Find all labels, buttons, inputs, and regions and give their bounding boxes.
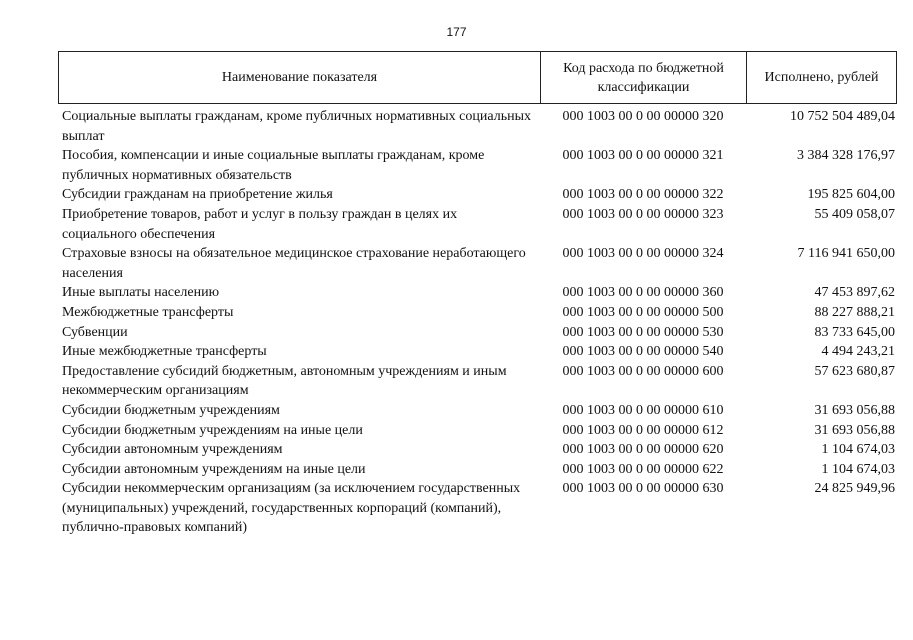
row-code: 000 1003 00 0 00 00000 600	[562, 363, 724, 379]
row-code: 000 1003 00 0 00 00000 500	[562, 304, 724, 320]
row-name: Иные выплаты населению	[62, 285, 220, 301]
table-row	[62, 342, 897, 362]
row-value: 4 494 243,21	[821, 344, 895, 360]
header-name: Наименование показателя	[59, 52, 541, 103]
row-code: 000 1003 00 0 00 00000 321	[562, 148, 724, 164]
row-value: 88 227 888,21	[814, 304, 895, 320]
row-name: Приобретение товаров, работ и услуг в пользу граждан в целях их социального обеспечения	[62, 206, 458, 242]
table-row	[62, 479, 897, 538]
row-name: Субсидии гражданам на приобретение жилья	[62, 187, 333, 203]
row-code: 000 1003 00 0 00 00000 610	[562, 402, 724, 418]
row-code: 000 1003 00 0 00 00000 360	[562, 285, 724, 301]
row-name: Субсидии бюджетным учреждениям	[62, 402, 280, 418]
row-value: 47 453 897,62	[814, 285, 895, 301]
table-row	[62, 401, 897, 421]
row-name: Субсидии бюджетным учреждениям на иные цели	[62, 422, 363, 438]
row-code: 000 1003 00 0 00 00000 324	[562, 246, 724, 262]
row-name: Пособия, компенсации и иные социальные выплаты гражданам, кроме публичных нормативных обязательств	[62, 148, 485, 183]
table-row	[62, 244, 897, 283]
table-row	[62, 146, 897, 185]
row-name: Предоставление субсидий бюджетным, автономным учреждениям и иным некоммерческим организациям	[62, 363, 507, 399]
row-code: 000 1003 00 0 00 00000 323	[562, 206, 724, 222]
table-row	[62, 460, 897, 480]
row-value: 7 116 941 650,00	[797, 246, 895, 262]
row-value: 83 733 645,00	[814, 324, 895, 340]
table-header	[58, 51, 897, 104]
table-row	[62, 283, 897, 303]
table-row	[62, 440, 897, 460]
table-row	[62, 303, 897, 323]
row-name: Социальные выплаты гражданам, кроме публичных нормативных социальных выплат	[62, 109, 531, 144]
row-value: 31 693 056,88	[814, 402, 895, 418]
row-name: Страховые взносы на обязательное медицинское страхование неработающего населения	[62, 246, 526, 281]
row-value: 31 693 056,88	[814, 422, 895, 438]
row-code: 000 1003 00 0 00 00000 620	[562, 442, 724, 458]
row-name: Иные межбюджетные трансферты	[62, 344, 267, 360]
row-value: 55 409 058,07	[814, 206, 895, 222]
table-body	[62, 107, 897, 538]
row-value: 1 104 674,03	[821, 442, 895, 458]
header-value: Исполнено, рублей	[764, 70, 879, 85]
row-name: Субсидии некоммерческим организациям (за исключением государственных (муниципальных) учреждений, государственных корпораций (компаний), публично-правовых компаний)	[62, 481, 521, 536]
row-name: Субвенции	[62, 324, 128, 340]
row-code: 000 1003 00 0 00 00000 530	[562, 324, 724, 340]
header-code: Код расхода по бюджетной классификации	[541, 52, 747, 103]
table-row	[62, 205, 897, 244]
table-row	[62, 421, 897, 441]
table-row	[62, 185, 897, 205]
page-number: 177	[446, 25, 467, 39]
row-value: 57 623 680,87	[814, 363, 895, 379]
row-code: 000 1003 00 0 00 00000 320	[562, 109, 724, 124]
row-name: Субсидии автономным учреждениям	[62, 442, 283, 458]
row-code: 000 1003 00 0 00 00000 622	[562, 461, 724, 477]
table-row	[62, 107, 897, 146]
row-name: Субсидии автономным учреждениям на иные цели	[62, 461, 366, 477]
row-code: 000 1003 00 0 00 00000 540	[562, 344, 724, 360]
row-code: 000 1003 00 0 00 00000 630	[562, 481, 724, 497]
row-value: 195 825 604,00	[807, 187, 895, 203]
row-value: 1 104 674,03	[821, 461, 895, 477]
row-value: 10 752 504 489,04	[790, 109, 895, 124]
row-value: 3 384 328 176,97	[797, 148, 895, 164]
row-name: Межбюджетные трансферты	[62, 304, 234, 320]
row-code: 000 1003 00 0 00 00000 612	[562, 422, 724, 438]
row-code: 000 1003 00 0 00 00000 322	[562, 187, 724, 203]
table-row	[62, 362, 897, 401]
row-value: 24 825 949,96	[814, 481, 895, 497]
table-row	[62, 323, 897, 343]
